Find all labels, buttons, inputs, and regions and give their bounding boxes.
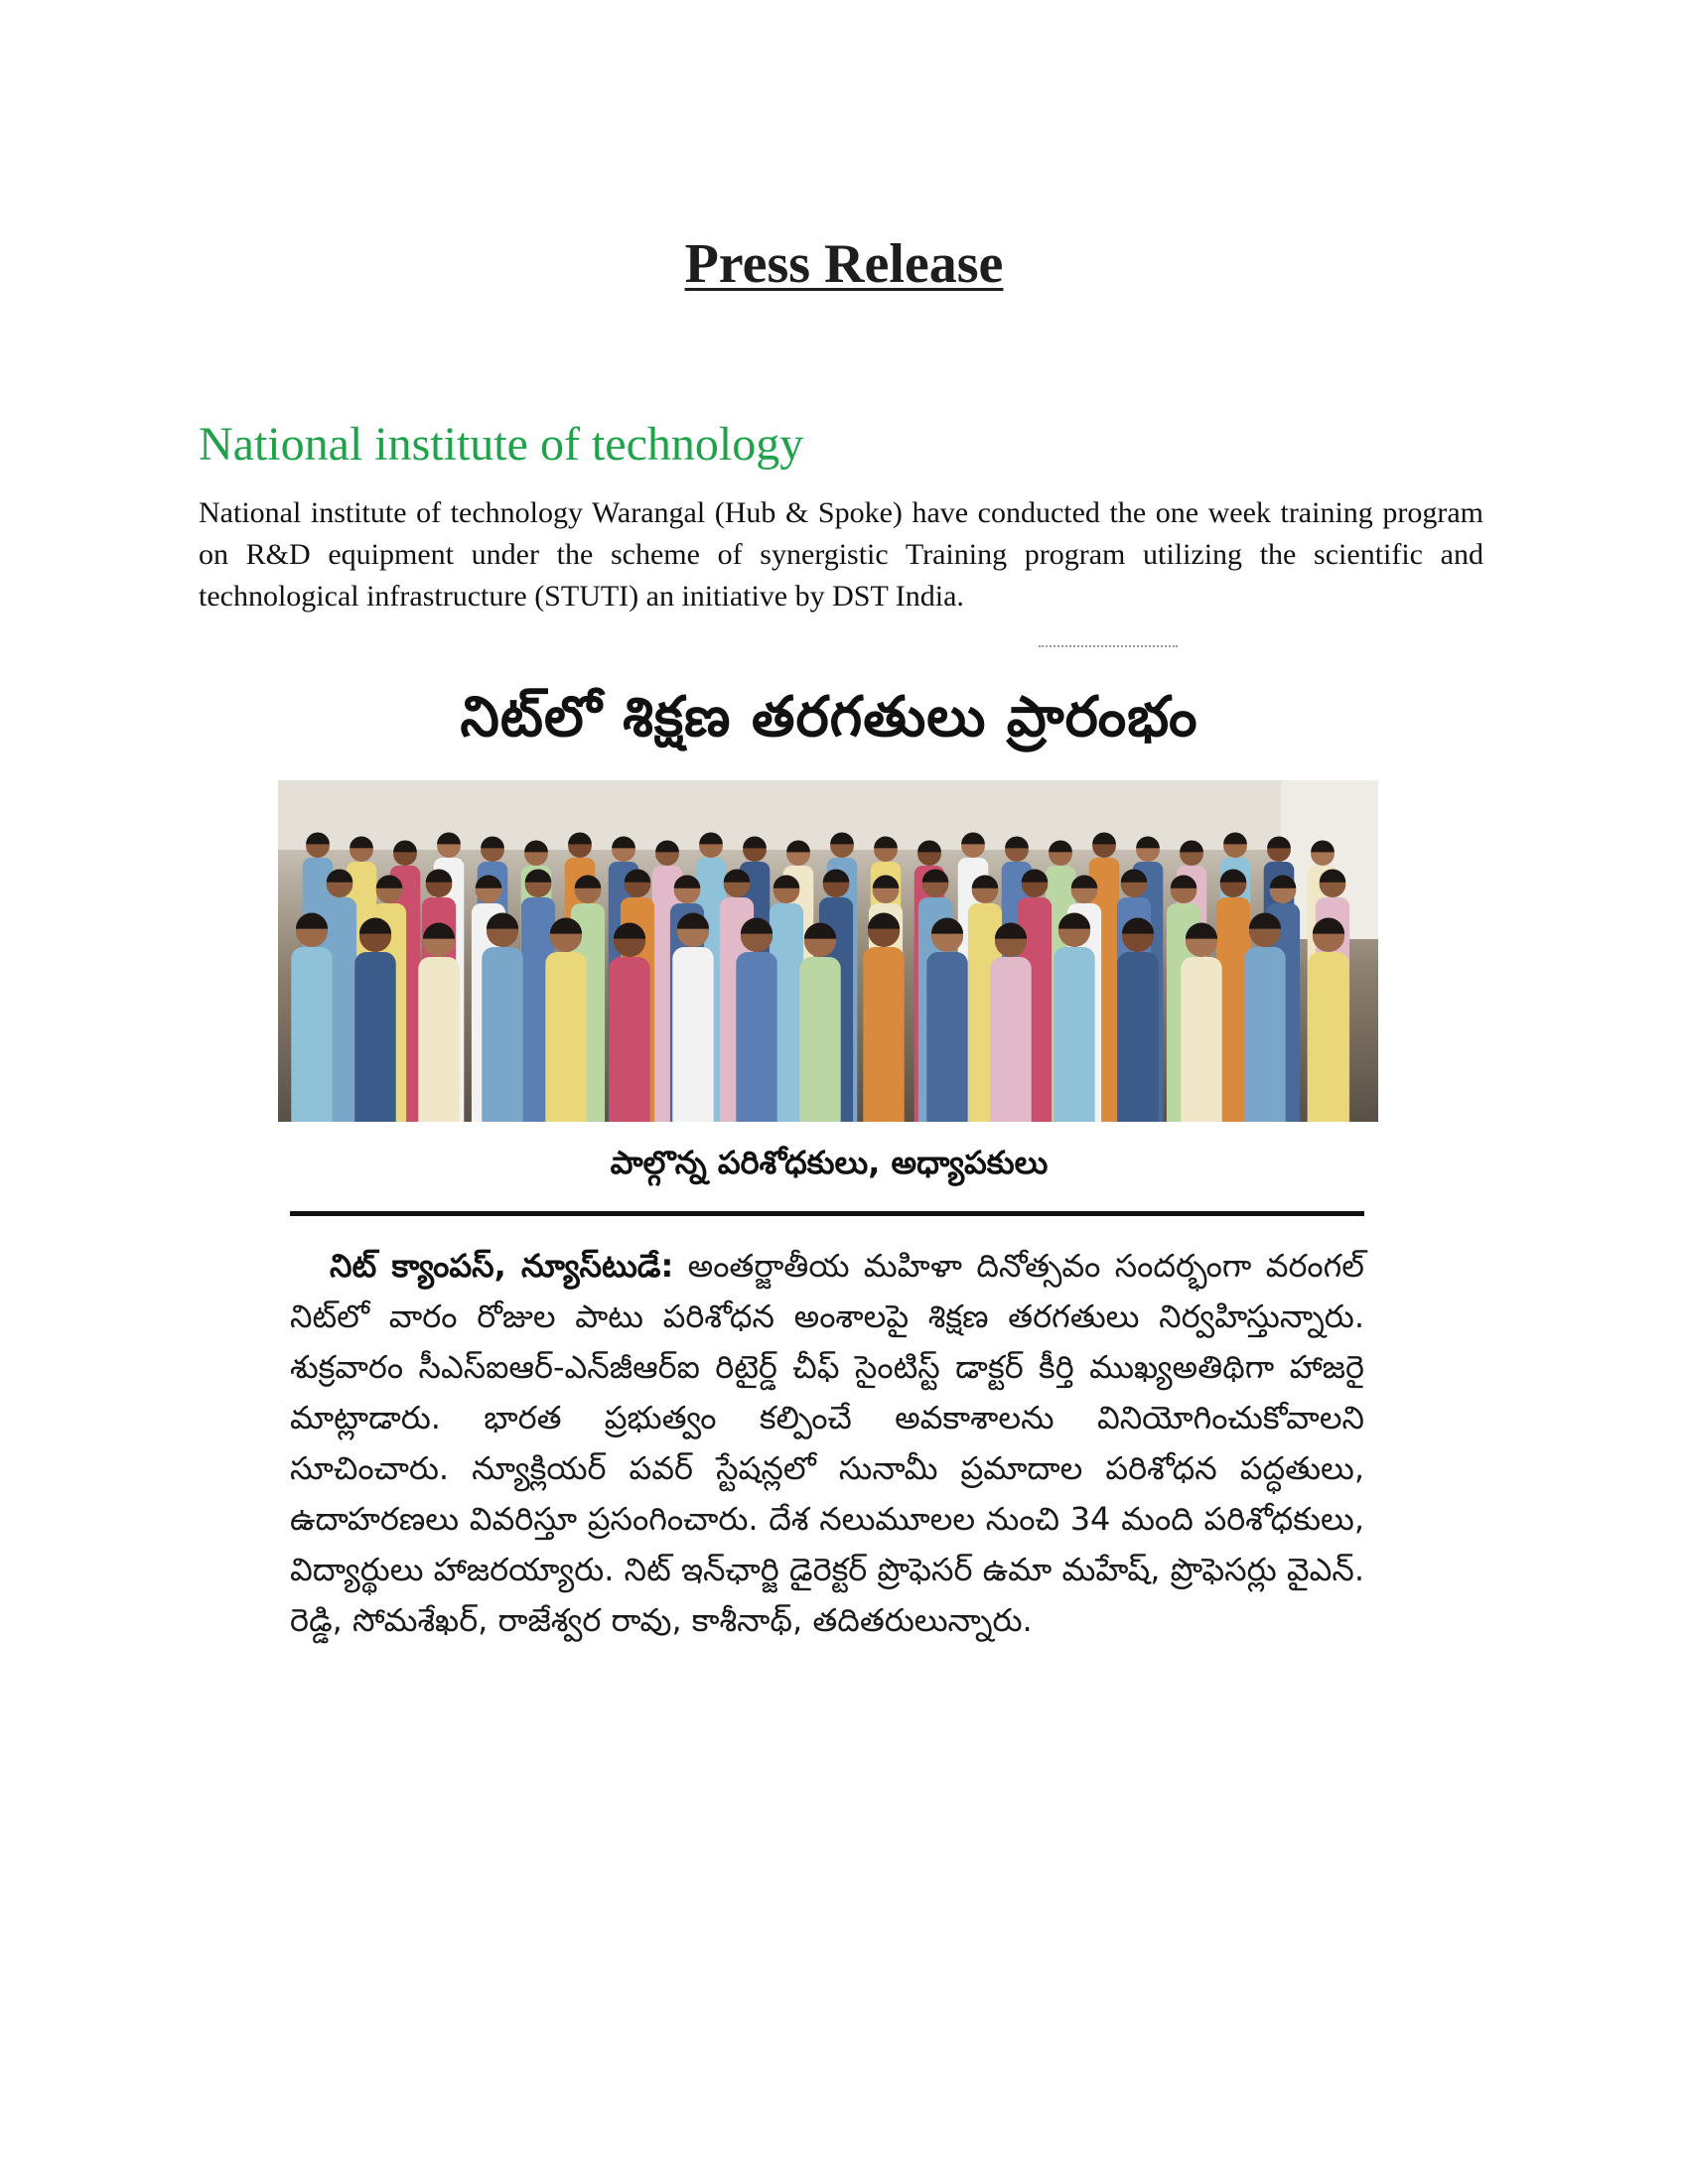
page-title: Press Release: [684, 232, 1004, 295]
clipping-divider: [290, 1211, 1364, 1216]
clipping-scan-marks: [1039, 645, 1178, 653]
photo-caption: పాల్గొన్న పరిశోధకులు, అధ్యాపకులు: [610, 1144, 1049, 1181]
intro-paragraph: National institute of technology Warangal (Hub & Spoke) have conducted the one week training program on R&D equipment under the scheme of synergistic Training program utilizing the scientific and technological infrastructure (STUTI) an initiative by DST India.: [199, 496, 1483, 613]
clipping-headline: నిట్‌లో శిక్షణ తరగతులు ప్రారంభం: [460, 685, 1198, 750]
clipping-article: [290, 1241, 1364, 1646]
section-heading: National institute of technology: [199, 417, 804, 471]
clipping-body-text: అంతర్జాతీయ మహిళా దినోత్సవం సందర్భంగా వరంగల్ నిట్‌లో వారం రోజుల పాటు పరిశోధన అంశాలపై శిక్షణ తరగతులు నిర్వహిస్తున్నారు. శుక్రవారం సీఎస్ఐఆర్-ఎన్‌జీఆర్ఐ రిటైర్డ్ చీఫ్ సైంటిస్ట్ డాక్టర్ కీర్తి ముఖ్యఅతిథిగా హాజరై మాట్లాడారు. భారత ప్రభుత్వం కల్పించే అవకాశాలను వినియోగించుకోవాలని సూచించారు. న్యూక్లియర్ పవర్ స్టేషన్లలో సునామీ ప్రమాదాల పరిశోధన పద్ధతులు, ఉదాహరణలు వివరిస్తూ ప్రసంగించారు. దేశ నలుమూలల నుంచి 34 మంది పరిశోధకులు, విద్యార్థులు హాజరయ్యారు. నిట్ ఇన్‌ఛార్జి డైరెక్టర్ ప్రొఫెసర్ ఉమా మహేష్, ప్రొఫెసర్లు వైఎన్. రెడ్డి, సోమశేఖర్, రాజేశ్వర రావు, కాశీనాథ్, తదితరులున్నారు.: [290, 1247, 1364, 1639]
group-photo-illustration: [278, 780, 1378, 1122]
clipping-dateline: నిట్ క్యాంపస్, న్యూస్‌టుడే:: [330, 1247, 674, 1285]
group-photo: [278, 780, 1378, 1122]
newspaper-clipping: [274, 645, 1384, 1807]
